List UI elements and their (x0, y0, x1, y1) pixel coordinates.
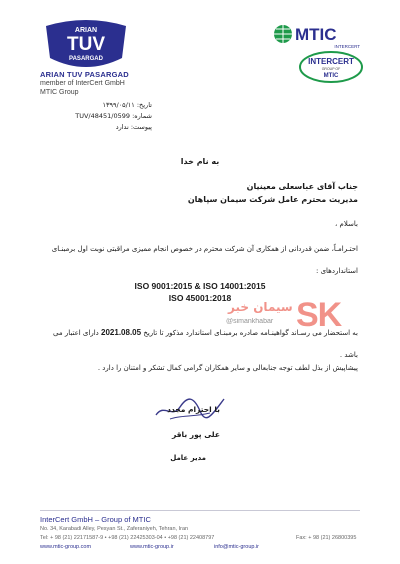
letter-date: تاریخ: ۱۳۹۹/۰۵/۱۱ (102, 101, 152, 109)
watermark-persian: سیمان خبر (228, 300, 293, 314)
tuv-logo-main-text: TUV (67, 34, 105, 55)
tuv-logo-bottom-text: PASARGAD (69, 56, 103, 62)
intercert-badge-text: INTERCERT (308, 57, 354, 66)
paragraph-thanks: پیشاپیش از بذل لطف توجه جنابعالی و سایر همکاران گرامی کمال تشکر و امتنان را دارد . (97, 364, 358, 372)
addressee-position: مدیریت محترم عامل شرکت سیمان سپاهان (187, 195, 358, 204)
validity-text-after: دارای اعتبار می باشد . (53, 329, 358, 359)
intercert-small-text: INTERCERT (334, 44, 360, 49)
footer-company: InterCert GmbH – Group of MTIC (40, 515, 151, 524)
footer-fax: Fax: + 98 (21) 26800395 (296, 535, 357, 541)
letter-attachment: پیوست: ندارد (115, 123, 152, 131)
group-of-text: GROUP OF (321, 67, 341, 71)
footer-website-ir[interactable]: www.mtic-group.ir (130, 544, 174, 550)
validity-text-before: به استحضار می رسـاند گواهینـامه صادره برمبنـای استاندارد مذکور تا تاریخ (143, 329, 358, 337)
tuv-group-line: MTIC Group (40, 89, 79, 96)
validity-date: 2021.08.05 (101, 328, 142, 337)
mtic-badge-text: MTIC (323, 73, 339, 79)
tuv-company-name: ARIAN TUV PASARGAD (40, 70, 129, 79)
watermark-handle: @simankhabar (226, 318, 274, 325)
standards-line-2: ISO 45001:2018 (168, 293, 232, 303)
mtic-logo (272, 22, 362, 50)
addressee: جناب آقای عباسعلی معینیان (246, 182, 358, 191)
footer-email[interactable]: info@mtic-group.ir (214, 544, 260, 550)
paragraph-validity (38, 322, 358, 366)
closing: با احترام مجدد (167, 405, 220, 414)
paragraph-audit: احتـرامـاً، ضمن قدردانی از همکاری آن شرکت محترم در خصوص انجام ممیزی مراقبتی نوبت اول برمبنـای استانداردهای : (51, 245, 358, 275)
footer-address: No. 34, Karabadi Alley, Pesyan St., Zaferaniyeh, Tehran, Iran (40, 526, 189, 532)
tuv-logo (40, 18, 132, 70)
watermark-sk: SK (296, 296, 342, 334)
signer-title: مدیر عامل (170, 454, 206, 462)
tuv-caption (40, 70, 160, 97)
standards-line-1: ISO 9001:2015 & ISO 14001:2015 (134, 281, 266, 291)
greeting: باسلام ، (335, 220, 358, 228)
footer-divider (40, 510, 360, 511)
footer-phones: Tel: + 98 (21) 22171587-9 • +98 (21) 22425303-04 • +98 (21) 22408797 (40, 535, 215, 541)
signer-name: علی پور باقر (171, 430, 220, 439)
footer-website-com[interactable]: www.mtic-group.com (40, 544, 92, 550)
basmala: به نام خدا (180, 157, 220, 166)
tuv-logo-top-text: ARIAN (74, 27, 98, 34)
tuv-member-line: member of InterCert GmbH (40, 80, 125, 87)
letter-number: شماره: TUV/48451/0599 (75, 112, 152, 120)
globe-icon (274, 25, 292, 43)
mtic-logo-text: MTIC (295, 25, 337, 44)
intercert-logo (298, 50, 364, 84)
